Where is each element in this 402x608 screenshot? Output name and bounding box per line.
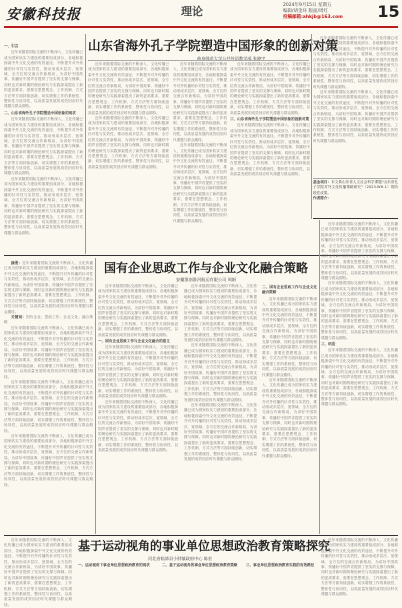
article1-paragraph: 近年来随着国际交流的不断深入，文化传播已成为国家软实力建设的重要组成部分，各地积极探索中外文化交流的有效途径，不断提升对外传播的针对性与实效性，推动形成多层次、宽领域、全方位的交流合作新格局，为讲好中国故事、传播好中国声音提供了坚实的支撑与保障，同时也对新时期的理论研究与实践探索提出了新的更高要求，需要在思想观念、工作机制、方式方法等方面持续创新，切实增强工作的系统性、整体性与协同性，以高质量发展的成效回应时代课题与群众期待。 [313, 36, 398, 89]
article3-subhead-3: 三、事业单位思想政治教育实践的有效路径 [246, 563, 315, 567]
article3-column-2 [78, 562, 158, 576]
article2-paragraph: 近年来随着国际交流的不断深入，文化传播已成为国家软实力建设的重要组成部分，各地积极探索中外文化交流的有效途径，不断提升对外传播的针对性与实效性，推动形成多层次、宽领域、全方位的交流合作新格局，为讲好中国故事、传播好中国声音提供了坚实的支撑与保障，同时也对新时期的理论研究与实践探索提出了新的更高要求，需要在思想观念、工作机制、方式方法等方面持续创新，切实增强工作的系统性、整体性与协同性，以高质量发展的成效回应时代课题与群众期待。 [4, 434, 93, 487]
article1-paragraph: 近年来随着国际交流的不断深入，文化传播已成为国家软实力建设的重要组成部分，各地积极探索中外文化交流的有效途径，不断提升对外传播的针对性与实效性，推动形成多层次、宽领域、全方位的交流合作新格局，为讲好中国故事、传播好中国声音提供了坚实的支撑与保障，同时也对新时期的理论研究与实践探索提出了新的更高要求，需要在思想观念、工作机制、方式方法等方面持续创新，切实增强工作的系统性、整体性与协同性，以高质量发展的成效回应时代课题与群众期待。 [173, 143, 227, 223]
article2-paragraph: 近年来随着国际交流的不断深入，文化传播已成为国家软实力建设的重要组成部分，各地积极探索中外文化交流的有效途径，不断提升对外传播的针对性与实效性，推动形成多层次、宽领域、全方位的交流合作新格局，为讲好中国故事、传播好中国声音提供了坚实的支撑与保障，同时也对新时期的理论研究与实践探索提出了新的更高要求，需要在思想观念、工作机制、方式方法等方面持续创新，切实增强工作的系统性、整体性与协同性，以高质量发展的成效回应时代课题与群众期待。 [4, 325, 93, 379]
newspaper-logo: 安徽科技报 [6, 7, 81, 23]
article2-paragraph: 近年来随着国际交流的不断深入，文化传播已成为国家软实力建设的重要组成部分，各地积极探索中外文化交流的有效途径，不断提升对外传播的针对性与实效性，推动形成多层次、宽领域、全方位的交流合作新格局，为讲好中国故事、传播好中国声音提供了坚实的支撑与保障，同时也对新时期的理论研究与实践探索提出了新的更高要求，需要在思想观念、工作机制、方式方法等方面持续创新，切实增强工作的系统性、整体性与协同性，以高质量发展的成效回应时代课题与群众期待。 [321, 222, 398, 281]
article1-byline: 曲阜师范大学公共外语教学部 张晓宇 [197, 56, 266, 61]
headline-rule [88, 60, 309, 61]
article1-column-5 [313, 36, 398, 177]
article2-subhead-1: 一、国有企业思政工作与企业文化融合的意义 [98, 339, 170, 344]
section-divider-2 [4, 535, 398, 536]
article3-subhead-1: 一、运动视角下事业单位思想政治教育的现状 [78, 563, 150, 567]
author-label: 作者简介： [313, 196, 331, 201]
article1-paragraph: 近年来随着国际交流的不断深入，文化传播已成为国家软实力建设的重要组成部分，各地积极探索中外文化交流的有效途径，不断提升对外传播的针对性与实效性，推动形成多层次、宽领域、全方位的交流合作新格局，为讲好中国故事、传播好中国声音提供了坚实的支撑与保障，同时也对新时期的理论研究与实践探索提出了新的更高要求，需要在思想观念、工作机制、方式方法等方面持续创新，切实增强工作的系统性、整体性与协同性，以高质量发展的成效回应时代课题与群众期待。 [88, 62, 169, 115]
column-rule [85, 34, 86, 254]
abstract-text: 近年来随着国际交流的不断深入，文化传播已成为国家软实力建设的重要组成部分，各地积极探索中外文化交流的有效途径，不断提升对外传播的针对性与实效性，推动形成多层次、宽领域、全方位的交流合作新格局，为讲好中国故事、传播好中国声音提供了坚实的支撑与保障，同时也对新时期的理论研究与实践探索提出了新的更高要求，需要在思想观念、工作机制、方式方法等方面持续创新，切实增强工作的系统性、整体性与协同性，以高质量发展的成效回应时代课题与群众期待。 [4, 261, 94, 314]
article2-paragraph: 近年来随着国际交流的不断深入，文化传播已成为国家软实力建设的重要组成部分，各地积极探索中外文化交流的有效途径，不断提升对外传播的针对性与实效性，推动形成多层次、宽领域、全方位的交流合作新格局，为讲好中国故事、传播好中国声音提供了坚实的支撑与保障，同时也对新时期的理论研究与实践探索提出了新的更高要求，需要在思想观念、工作机制、方式方法等方面持续创新，切实增强工作的系统性、整体性与协同性，以高质量发展的成效回应时代课题与群众期待。 [98, 284, 178, 337]
fund-text: 本文系山东省人文社会科学课题"山东省孔子学院对外文化传播策略研究"（2023-WH-1）的阶段性成果。 [313, 180, 399, 195]
submission-email: 投稿邮箱:ahkjb@163.com [283, 15, 343, 20]
masthead-rule [4, 26, 398, 28]
masthead [0, 0, 402, 30]
article1-paragraph: 近年来随着国际交流的不断深入，文化传播已成为国家软实力建设的重要组成部分，各地积极探索中外文化交流的有效途径，不断提升对外传播的针对性与实效性，推动形成多层次、宽领域、全方位的交流合作新格局，为讲好中国故事、传播好中国声音提供了坚实的支撑与保障，同时也对新时期的理论研究与实践探索提出了新的更高要求，需要在思想观念、工作机制、方式方法等方面持续创新，切实增强工作的系统性、整体性与协同性，以高质量发展的成效回应时代课题与群众期待。 [230, 62, 310, 115]
article2-column-2 [98, 284, 178, 533]
article1-headline: 山东省海外孔子学院塑造中国形象的创新对策 [88, 38, 339, 53]
article2-headline: 国有企业思政工作与企业文化融合策略 [104, 261, 309, 275]
article2-paragraph: 近年来随着国际交流的不断深入，文化传播已成为国家软实力建设的重要组成部分，各地积极探索中外文化交流的有效途径，不断提升对外传播的针对性与实效性，推动形成多层次、宽领域、全方位的交流合作新格局，为讲好中国故事、传播好中国声音提供了坚实的支撑与保障，同时也对新时期的理论研究与实践探索提出了新的更高要求，需要在思想观念、工作机制、方式方法等方面持续创新，切实增强工作的系统性、整体性与协同性，以高质量发展的成效回应时代课题与群众期待。 [262, 377, 317, 458]
column-rule [319, 220, 320, 534]
article2-paragraph: 近年来随着国际交流的不断深入，文化传播已成为国家软实力建设的重要组成部分，各地积极探索中外文化交流的有效途径，不断提升对外传播的针对性与实效性，推动形成多层次、宽领域、全方位的交流合作新格局，为讲好中国故事、传播好中国声音提供了坚实的支撑与保障，同时也对新时期的理论研究与实践探索提出了新的更高要求，需要在思想观念、工作机制、方式方法等方面持续创新，切实增强工作的系统性、整体性与协同性，以高质量发展的成效回应时代课题与群众期待。 [321, 281, 398, 340]
article2-paragraph: 近年来随着国际交流的不断深入，文化传播已成为国家软实力建设的重要组成部分，各地积极探索中外文化交流的有效途径，不断提升对外传播的针对性与实效性，推动形成多层次、宽领域、全方位的交流合作新格局，为讲好中国故事、传播好中国声音提供了坚实的支撑与保障，同时也对新时期的理论研究与实践探索提出了新的更高要求，需要在思想观念、工作机制、方式方法等方面持续创新，切实增强工作的系统性、整体性与协同性，以高质量发展的成效回应时代课题与群众期待。 [262, 296, 317, 377]
article1-paragraph: 近年来随着国际交流的不断深入，文化传播已成为国家软实力建设的重要组成部分，各地积极探索中外文化交流的有效途径，不断提升对外传播的针对性与实效性，推动形成多层次、宽领域、全方位的交流合作新格局，为讲好中国故事、传播好中国声音提供了坚实的支撑与保障，同时也对新时期的理论研究与实践探索提出了新的更高要求，需要在思想观念、工作机制、方式方法等方面持续创新，切实增强工作的系统性、整体性与协同性，以高质量发展的成效回应时代课题与群众期待。 [4, 117, 83, 176]
article2-column-5 [321, 222, 398, 533]
section-title: 理论 [181, 5, 203, 18]
article1-paragraph: 近年来随着国际交流的不断深入，文化传播已成为国家软实力建设的重要组成部分，各地积极探索中外文化交流的有效途径，不断提升对外传播的针对性与实效性，推动形成多层次、宽领域、全方位的交流合作新格局，为讲好中国故事、传播好中国声音提供了坚实的支撑与保障，同时也对新时期的理论研究与实践探索提出了新的更高要求，需要在思想观念、工作机制、方式方法等方面持续创新，切实增强工作的系统性、整体性与协同性，以高质量发展的成效回应时代课题与群众期待。 [313, 90, 398, 143]
article1-column-1 [4, 43, 83, 255]
article3-headline: 基于运动视角的事业单位思想政治教育策略探究 [78, 539, 331, 553]
article2-subhead-2: 二、国有企业思政工作与企业文化融合策略 [262, 285, 317, 295]
article3-column-1 [4, 538, 72, 607]
article3-byline: 河北省临漳县小胖镇政府中心 陈宏 [148, 556, 213, 561]
article2-subhead-3: 三、结语 [321, 341, 336, 346]
article2-column-4 [262, 284, 317, 533]
article1-paragraph: 近年来随着国际交流的不断深入，文化传播已成为国家软实力建设的重要组成部分，各地积极探索中外文化交流的有效途径，不断提升对外传播的针对性与实效性，推动形成多层次、宽领域、全方位的交流合作新格局，为讲好中国故事、传播好中国声音提供了坚实的支撑与保障，同时也对新时期的理论研究与实践探索提出了新的更高要求，需要在思想观念、工作机制、方式方法等方面持续创新，切实增强工作的系统性、整体性与协同性，以高质量发展的成效回应时代课题与群众期待。 [230, 123, 310, 177]
keywords-label: 关键词： [11, 315, 26, 320]
article2-column-1 [4, 261, 93, 533]
editor-line: 编辑/胡金环 版面/周红 [283, 9, 328, 14]
article1-column-3 [173, 62, 227, 223]
article1-subhead-1: 二、山东省海外孔子学院塑造中国形象的现状 [4, 110, 76, 115]
article2-paragraph: 近年来随着国际交流的不断深入，文化传播已成为国家软实力建设的重要组成部分，各地积极探索中外文化交流的有效途径，不断提升对外传播的针对性与实效性，推动形成多层次、宽领域、全方位的交流合作新格局，为讲好中国故事、传播好中国声音提供了坚实的支撑与保障，同时也对新时期的理论研究与实践探索提出了新的更高要求，需要在思想观念、工作机制、方式方法等方面持续创新，切实增强工作的系统性、整体性与协同性，以高质量发展的成效回应时代课题与群众期待。 [184, 284, 257, 343]
article1-column-4 [230, 62, 310, 177]
article2-paragraph: 近年来随着国际交流的不断深入，文化传播已成为国家软实力建设的重要组成部分，各地积极探索中外文化交流的有效途径，不断提升对外传播的针对性与实效性，推动形成多层次、宽领域、全方位的交流合作新格局，为讲好中国故事、传播好中国声音提供了坚实的支撑与保障，同时也对新时期的理论研究与实践探索提出了新的更高要求，需要在思想观念、工作机制、方式方法等方面持续创新，切实增强工作的系统性、整体性与协同性，以高质量发展的成效回应时代课题与群众期待。 [98, 399, 178, 453]
article2-keywords [4, 315, 93, 326]
issue-date: 2024年9月15日 星期五 [283, 3, 332, 8]
article2-byline: 安徽淮南淮河航运有限公司 周娟 [176, 277, 236, 282]
article3-paragraph: 近年来随着国际交流的不断深入，文化传播已成为国家软实力建设的重要组成部分，各地积极探索中外文化交流的有效途径，不断提升对外传播的针对性与实效性，推动形成多层次、宽领域、全方位的交流合作新格局，为讲好中国故事、传播好中国声音提供了坚实的支撑与保障，同时也对新时期的理论研究与实践探索提出了新的更高要求，需要在思想观念、工作机制、方式方法等方面持续创新，切实增强工作的系统性、整体性与协同性，以高质量发展的成效回应时代课题与群众期待。 [4, 538, 72, 607]
article1-subhead-2: 三、山东省海外孔子学院塑造中国形象的创新对策 [230, 117, 310, 122]
abstract-label: 摘要： [11, 261, 23, 265]
article2-paragraph: 近年来随着国际交流的不断深入，文化传播已成为国家软实力建设的重要组成部分，各地积极探索中外文化交流的有效途径，不断提升对外传播的针对性与实效性，推动形成多层次、宽领域、全方位的交流合作新格局，为讲好中国故事、传播好中国声音提供了坚实的支撑与保障，同时也对新时期的理论研究与实践探索提出了新的更高要求，需要在思想观念、工作机制、方式方法等方面持续创新，切实增强工作的系统性、整体性与协同性，以高质量发展的成效回应时代课题与群众期待。 [184, 402, 257, 461]
article3-subhead-2: 二、基于运动视角的事业单位思想政治教育策略 [162, 563, 238, 567]
fund-label: 基金项目： [313, 180, 332, 184]
article2-paragraph: 近年来随着国际交流的不断深入，文化传播已成为国家软实力建设的重要组成部分，各地积极探索中外文化交流的有效途径，不断提升对外传播的针对性与实效性，推动形成多层次、宽领域、全方位的交流合作新格局，为讲好中国故事、传播好中国声音提供了坚实的支撑与保障，同时也对新时期的理论研究与实践探索提出了新的更高要求，需要在思想观念、工作机制、方式方法等方面持续创新，切实增强工作的系统性、整体性与协同性，以高质量发展的成效回应时代课题与群众期待。 [184, 343, 257, 402]
column-rule [95, 258, 96, 534]
note-rule [313, 178, 398, 179]
article1-intro-title: 一、引言 [4, 44, 19, 48]
issue-info [283, 3, 378, 21]
article2-paragraph: 近年来随着国际交流的不断深入，文化传播已成为国家软实力建设的重要组成部分，各地积极探索中外文化交流的有效途径，不断提升对外传播的针对性与实效性，推动形成多层次、宽领域、全方位的交流合作新格局，为讲好中国故事、传播好中国声音提供了坚实的支撑与保障，同时也对新时期的理论研究与实践探索提出了新的更高要求，需要在思想观念、工作机制、方式方法等方面持续创新，切实增强工作的系统性、整体性与协同性，以高质量发展的成效回应时代课题与群众期待。 [321, 348, 398, 407]
note-rule [313, 218, 398, 219]
article3-column-5 [321, 538, 398, 597]
column-rule [311, 34, 312, 219]
article2-column-3 [184, 284, 257, 533]
article1-column-2 [88, 62, 169, 177]
article1-paragraph: 近年来随着国际交流的不断深入，文化传播已成为国家软实力建设的重要组成部分，各地积极探索中外文化交流的有效途径，不断提升对外传播的针对性与实效性，推动形成多层次、宽领域、全方位的交流合作新格局，为讲好中国故事、传播好中国声音提供了坚实的支撑与保障，同时也对新时期的理论研究与实践探索提出了新的更高要求，需要在思想观念、工作机制、方式方法等方面持续创新，切实增强工作的系统性、整体性与协同性，以高质量发展的成效回应时代课题与群众期待。 [173, 62, 227, 142]
article3-paragraph: 近年来随着国际交流的不断深入，文化传播已成为国家软实力建设的重要组成部分，各地积极探索中外文化交流的有效途径，不断提升对外传播的针对性与实效性，推动形成多层次、宽领域、全方位的交流合作新格局，为讲好中国故事、传播好中国声音提供了坚实的支撑与保障，同时也对新时期的理论研究与实践探索提出了新的更高要求，需要在思想观念、工作机制、方式方法等方面持续创新，切实增强工作的系统性、整体性与协同性，以高质量发展的成效回应时代课题与群众期待。 [321, 538, 398, 597]
article3-column-4 [246, 562, 318, 576]
article1-paragraph: 近年来随着国际交流的不断深入，文化传播已成为国家软实力建设的重要组成部分，各地积极探索中外文化交流的有效途径，不断提升对外传播的针对性与实效性，推动形成多层次、宽领域、全方位的交流合作新格局，为讲好中国故事、传播好中国声音提供了坚实的支撑与保障，同时也对新时期的理论研究与实践探索提出了新的更高要求，需要在思想观念、工作机制、方式方法等方面持续创新，切实增强工作的系统性、整体性与协同性，以高质量发展的成效回应时代课题与群众期待。 [4, 176, 83, 235]
article1-fund-note [313, 180, 398, 214]
keywords-text: 国有企业；思政工作；企业文化；融合策略 [4, 315, 94, 325]
article1-paragraph: 近年来随着国际交流的不断深入，文化传播已成为国家软实力建设的重要组成部分，各地积极探索中外文化交流的有效途径，不断提升对外传播的针对性与实效性，推动形成多层次、宽领域、全方位的交流合作新格局，为讲好中国故事、传播好中国声音提供了坚实的支撑与保障，同时也对新时期的理论研究与实践探索提出了新的更高要求，需要在思想观念、工作机制、方式方法等方面持续创新，切实增强工作的系统性、整体性与协同性，以高质量发展的成效回应时代课题与群众期待。 [88, 116, 169, 169]
page-number: 15 [377, 2, 400, 21]
article1-paragraph: 近年来随着国际交流的不断深入，文化传播已成为国家软实力建设的重要组成部分，各地积极探索中外文化交流的有效途径，不断提升对外传播的针对性与实效性，推动形成多层次、宽领域、全方位的交流合作新格局，为讲好中国故事、传播好中国声音提供了坚实的支撑与保障，同时也对新时期的理论研究与实践探索提出了新的更高要求，需要在思想观念、工作机制、方式方法等方面持续创新，切实增强工作的系统性、整体性与协同性，以高质量发展的成效回应时代课题与群众期待。 [4, 50, 83, 109]
article2-paragraph: 近年来随着国际交流的不断深入，文化传播已成为国家软实力建设的重要组成部分，各地积极探索中外文化交流的有效途径，不断提升对外传播的针对性与实效性，推动形成多层次、宽领域、全方位的交流合作新格局，为讲好中国故事、传播好中国声音提供了坚实的支撑与保障，同时也对新时期的理论研究与实践探索提出了新的更高要求，需要在思想观念、工作机制、方式方法等方面持续创新，切实增强工作的系统性、整体性与协同性，以高质量发展的成效回应时代课题与群众期待。 [98, 345, 178, 399]
article3-column-3 [162, 562, 242, 576]
article2-paragraph: 近年来随着国际交流的不断深入，文化传播已成为国家软实力建设的重要组成部分，各地积极探索中外文化交流的有效途径，不断提升对外传播的针对性与实效性，推动形成多层次、宽领域、全方位的交流合作新格局，为讲好中国故事、传播好中国声音提供了坚实的支撑与保障，同时也对新时期的理论研究与实践探索提出了新的更高要求，需要在思想观念、工作机制、方式方法等方面持续创新，切实增强工作的系统性、整体性与协同性，以高质量发展的成效回应时代课题与群众期待。 [4, 379, 93, 433]
article2-abstract [4, 261, 93, 315]
